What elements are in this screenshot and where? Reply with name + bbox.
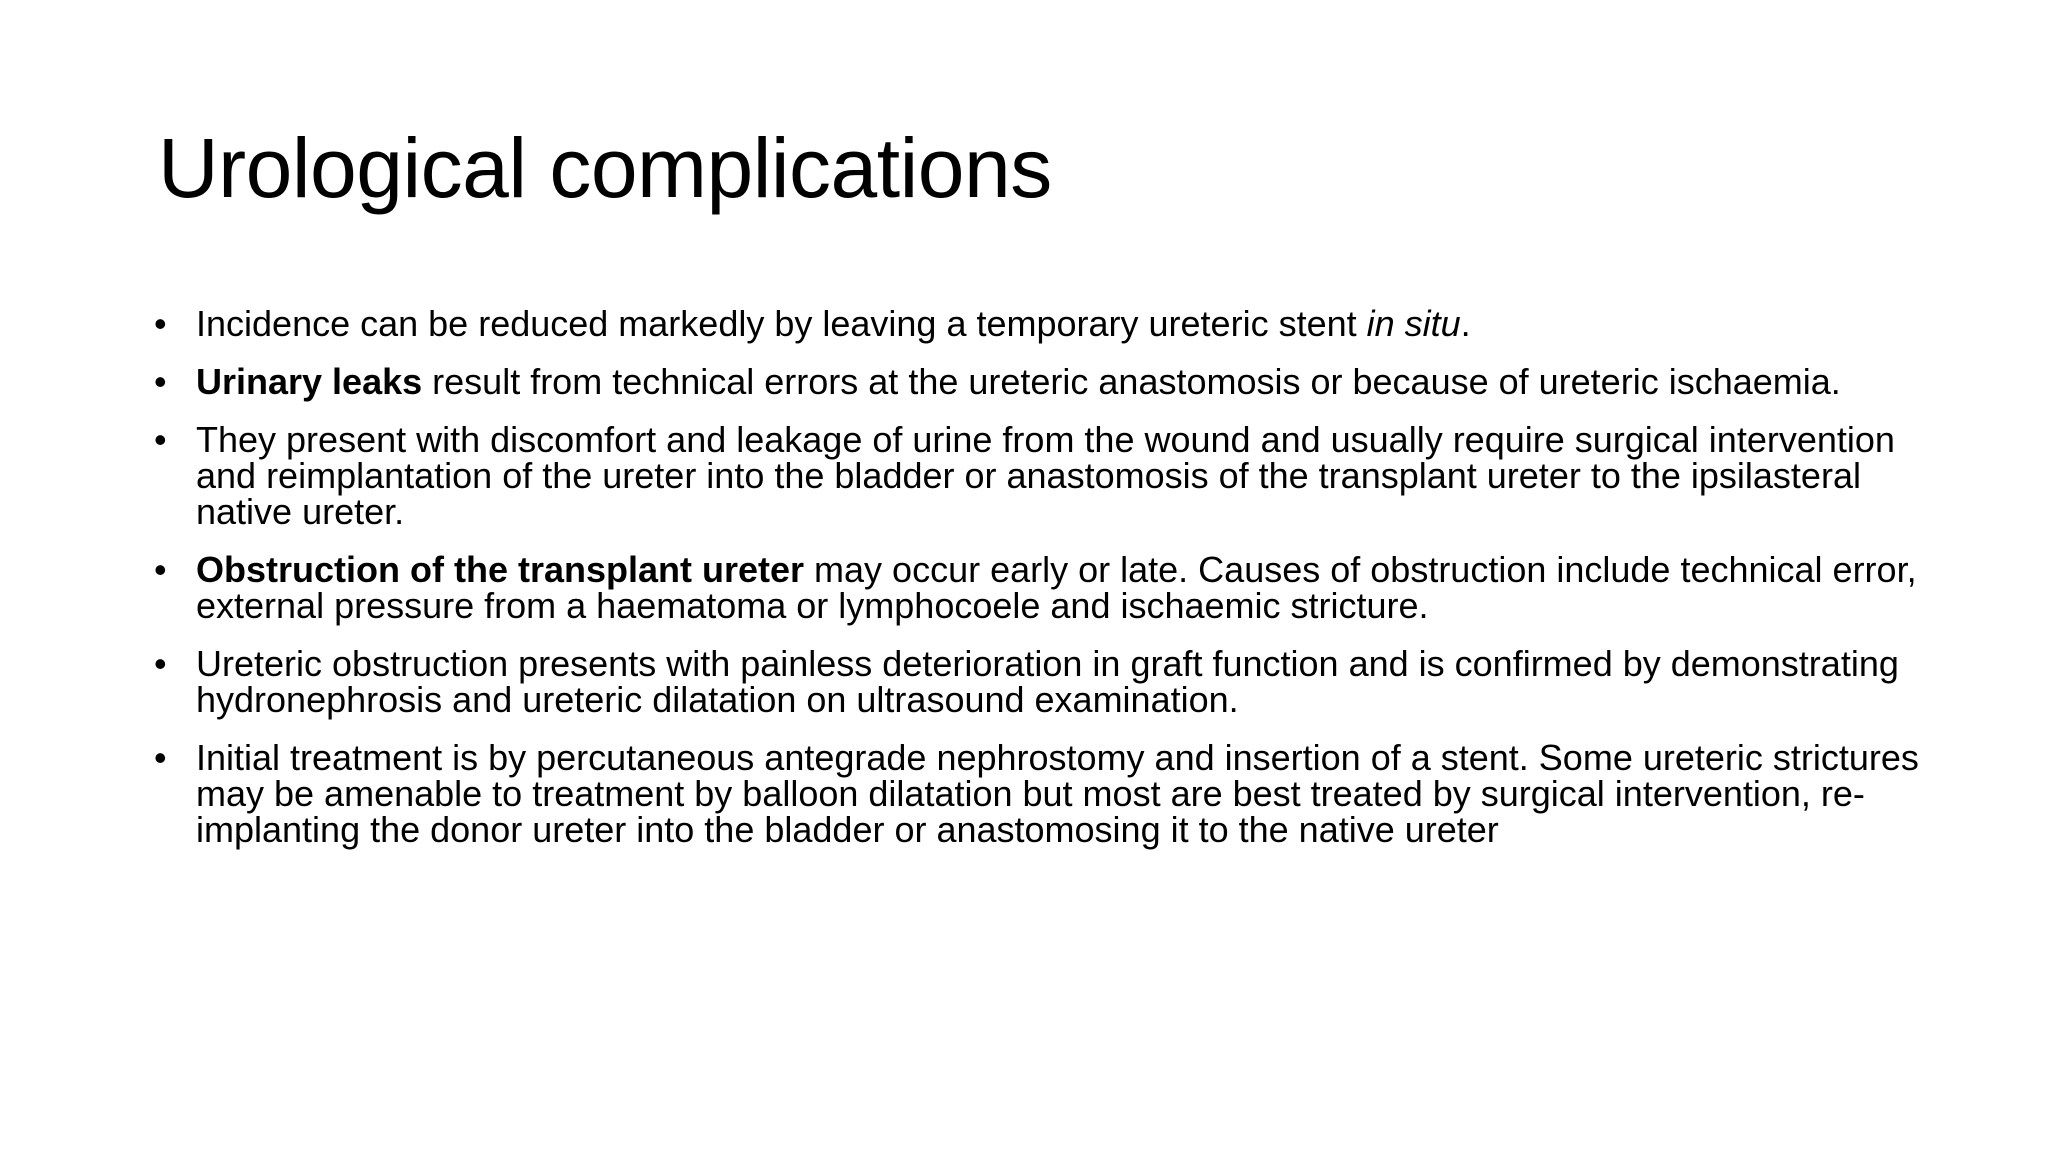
bullet-text: may occur early or late. Causes of obstruction include technical error, external pressure from a haematoma or lymphocoele and ischaemic stricture. <box>196 549 1917 626</box>
bullet-text: Ureteric obstruction presents with painless deterioration in graft function and is confirmed by demonstrating hydronephrosis and ureteric dilatation on ultrasound examination. <box>196 643 1899 720</box>
bullet-dot-icon: • <box>154 361 167 402</box>
bullet-text: result from technical errors at the ureteric anastomosis or because of ureteric ischaemia. <box>422 361 1841 402</box>
bullet-text: Initial treatment is by percutaneous antegrade nephrostomy and insertion of a stent. Some ureteric strictures may be amenable to treatment by balloon dilatation but most are best treated by surgical intervention, re-implanting the donor ureter into the bladder or anastomosing it to the native ureter <box>196 737 1919 850</box>
bullet-item-obstruction <box>150 549 1920 626</box>
bullet-item-presentation <box>150 419 1920 532</box>
bullet-text: They present with discomfort and leakage of urine from the wound and usually require surgical intervention and reimplantation of the ureter into the bladder or anastomosis of the transplant ureter to the ipsilasteral native ureter. <box>196 419 1895 532</box>
bullet-dot-icon: • <box>154 303 167 344</box>
bullet-item-incidence <box>150 303 1920 344</box>
slide-title: Urological complications <box>158 121 1052 215</box>
bullet-dot-icon: • <box>154 419 167 460</box>
bullet-bold-term: Obstruction of the transplant ureter <box>196 549 805 590</box>
bullet-list <box>150 303 1920 870</box>
bullet-item-urinary-leaks <box>150 361 1920 402</box>
bullet-item-initial-treatment <box>150 737 1920 850</box>
bullet-dot-icon: • <box>154 737 167 778</box>
bullet-text: Incidence can be reduced markedly by leaving a temporary ureteric stent <box>196 303 1367 344</box>
bullet-item-ureteric-obstruction <box>150 643 1920 720</box>
bullet-bold-term: Urinary leaks <box>196 361 423 402</box>
bullet-italic-text: in situ <box>1366 303 1461 344</box>
bullet-dot-icon: • <box>154 549 167 590</box>
bullet-dot-icon: • <box>154 643 167 684</box>
bullet-text-end: . <box>1460 303 1471 344</box>
